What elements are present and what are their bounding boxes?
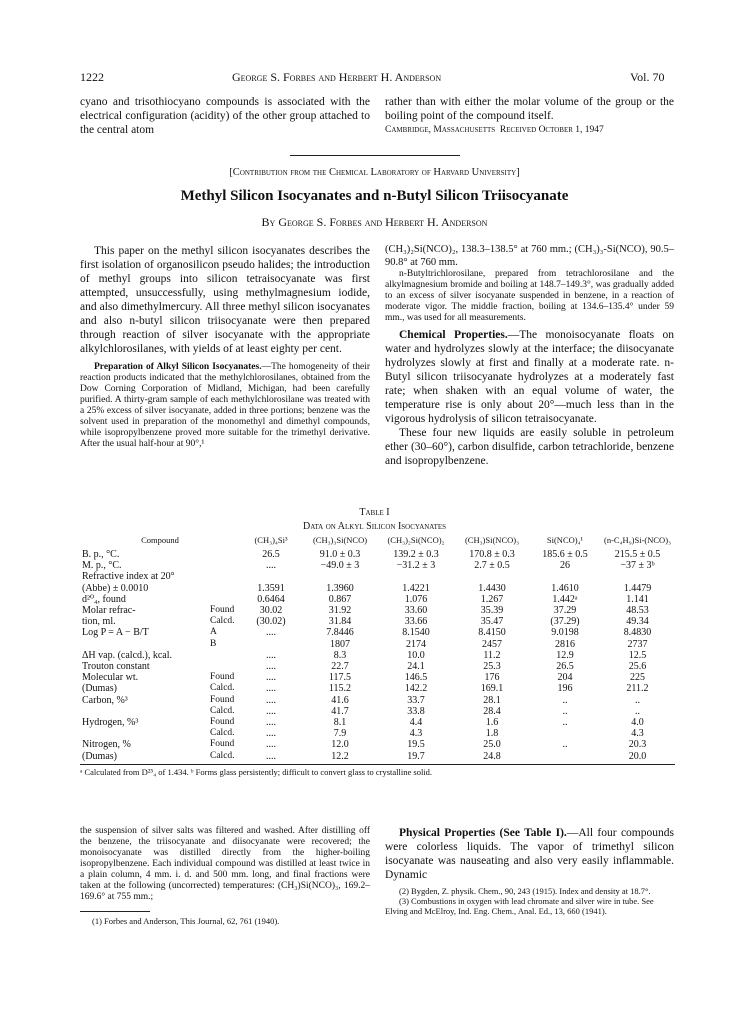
table-cell: 2457 — [482, 638, 502, 650]
table-cell: 169.1 — [480, 683, 504, 695]
row-label: d²⁰₄, found — [82, 593, 126, 605]
table-cell: .... — [266, 672, 276, 684]
running-authors: George S. Forbes and Herbert H. Anderson — [232, 70, 442, 84]
row-label — [80, 706, 208, 717]
row-sublabel: Found — [210, 717, 235, 728]
table-cell: 115.2 — [328, 683, 352, 695]
row-label: Carbon, %³ — [82, 694, 128, 706]
table-cell: 11.2 — [483, 649, 501, 661]
row-label: tion, ml. — [82, 616, 116, 628]
table-cell: 1.3591 — [257, 582, 285, 594]
table-cell: 26 — [560, 560, 570, 572]
row-label: Molar refrac- — [82, 605, 136, 617]
table-cell: 139.2 ± 0.3 — [393, 549, 439, 560]
row-label: Refractive index at 20° — [82, 571, 175, 583]
row-sublabel — [208, 583, 240, 594]
table-cell: .... — [266, 683, 276, 695]
table-cell: 12.2 — [331, 750, 349, 762]
table-body — [80, 549, 675, 762]
table-cell: 48.53 — [626, 605, 649, 617]
row-sublabel — [208, 571, 240, 582]
right-column — [385, 244, 674, 468]
table-row — [80, 695, 675, 706]
boiling-points-line: (CH₃)₂Si(NCO)₂, 138.3–138.5° at 760 mm.; (CH₃)₃-Si(NCO), 90.5–90.8° at 760 mm. — [385, 244, 674, 268]
page-number: 1222 — [80, 70, 104, 84]
table-row — [80, 661, 675, 672]
table-cell: −37 ± 3ᵇ — [620, 560, 655, 572]
table-cell: .... — [266, 694, 276, 706]
table-cell: .. — [562, 739, 568, 751]
table-cell: (37.29) — [550, 616, 580, 628]
data-table — [80, 533, 675, 777]
table-row — [80, 594, 675, 605]
top-right-text: rather than with either the molar volume of the group or the boiling point of the compound itself. — [385, 96, 674, 122]
table-cell: 142.2 — [404, 683, 428, 695]
table-cell — [240, 571, 302, 582]
table-cell: .... — [266, 728, 276, 740]
row-label: ΔH vap. (calcd.), kcal. — [82, 649, 172, 661]
chem-text: —The monoisocyanate floats on water and hydrolyzes slowly at the interface; the diisocyanate hydrolyzes slowly at first and finally at a moderate rate. n-Butyl silicon triisocyanate hydrolyzes at a moderately fast rate; when shaken with an equal volume of water, the temperature rise is only about 20°—much less than in the vigorous hydrolysis of silicon tetraisocyanate. — [385, 329, 674, 425]
table-row — [80, 717, 675, 728]
row-sublabel — [208, 650, 240, 661]
row-sublabel: Found — [210, 605, 235, 616]
table-row — [80, 605, 675, 616]
table-cell: 33.60 — [404, 605, 428, 617]
left-column — [80, 244, 370, 450]
table-header: (CH₃)₂Si(NCO)₂ — [387, 535, 445, 546]
table-cell: 1.6 — [485, 717, 499, 729]
article-title: Methyl Silicon Isocyanates and n-Butyl Silicon Triisocyanate — [180, 188, 569, 204]
table-row — [80, 639, 675, 650]
table-row — [80, 560, 675, 571]
row-sublabel — [208, 549, 240, 560]
table-cell: 4.3 — [409, 728, 423, 740]
table-caption: Data on Alkyl Silicon Isocyanates — [302, 521, 447, 532]
received-date: Received October 1, 1947 — [499, 125, 604, 135]
table-cell: 33.8 — [407, 705, 425, 717]
table-row — [80, 683, 675, 694]
table-cell — [378, 571, 454, 582]
row-sublabel: B — [210, 638, 217, 649]
table-cell: 20.0 — [628, 750, 647, 762]
row-label: (Dumas) — [82, 683, 117, 695]
row-label: (Abbe) ± 0.0010 — [82, 582, 149, 594]
table-row — [80, 650, 675, 661]
table-header: Compound — [141, 535, 179, 546]
table-cell: 2737 — [627, 638, 648, 650]
table-cell: .. — [635, 694, 640, 706]
table-cell: 1.4610 — [551, 582, 579, 594]
bottom-left-column — [80, 826, 370, 926]
table-cell: 146.5 — [404, 672, 428, 684]
prep-heading: Preparation of Alkyl Silicon Isocyanates. — [94, 362, 262, 372]
row-sublabel: Calcd. — [210, 705, 235, 716]
table-cell: 30.02 — [259, 605, 283, 617]
table-cell: 12.9 — [556, 649, 574, 661]
volume-label: Vol. 70 — [630, 70, 665, 84]
row-sublabel: Found — [210, 672, 235, 683]
soluble-paragraph: These four new liquids are easily soluble in petroleum ether (30–60°), carbon disulfide, carbon tetrachloride, benzene and isopropylbenzene. — [385, 427, 674, 467]
byline: By George S. Forbes and Herbert H. Anderson — [261, 215, 488, 229]
table-cell: .... — [266, 649, 276, 661]
table-cell: 41.6 — [331, 694, 349, 706]
table-cell: 2174 — [406, 638, 426, 650]
table-cell — [302, 571, 378, 582]
table-cell: 24.8 — [483, 750, 501, 762]
table-cell: 22.7 — [331, 661, 349, 673]
footnote-1: (1) Forbes and Anderson, This Journal, 62, 761 (1940). — [92, 916, 280, 926]
table-cell: 24.1 — [407, 661, 425, 673]
table-cell: 1.267 — [480, 593, 504, 605]
received-place: Cambridge, Massachusetts — [385, 125, 496, 135]
table-cell: 35.39 — [480, 605, 504, 617]
table-cell: 1.141 — [626, 593, 649, 605]
table-header: (CH₃)₃Si(NCO) — [312, 535, 368, 546]
table-cell: 0.6464 — [257, 593, 285, 605]
table-cell: −49.0 ± 3 — [320, 560, 360, 572]
table-row — [80, 728, 675, 739]
phys-heading: Physical Properties (See Table I). — [399, 827, 567, 839]
table-cell: 8.4150 — [478, 627, 506, 639]
row-label: M. p., °C. — [82, 560, 122, 572]
row-sublabel: Calcd. — [210, 750, 235, 761]
table-cell — [530, 571, 600, 582]
table-cell: 2.7 ± 0.5 — [474, 560, 510, 572]
table-cell: .... — [266, 627, 276, 639]
table-header: (CH₃)₄Si³ — [254, 535, 288, 546]
table-cell: −31.2 ± 3 — [396, 560, 436, 572]
table-cell: .... — [266, 560, 276, 572]
table-row — [80, 672, 675, 683]
table-cell: 185.6 ± 0.5 — [542, 549, 588, 560]
table-cell: 215.5 ± 0.5 — [614, 549, 661, 560]
table-cell: 4.4 — [409, 717, 423, 729]
table-cell: 1.076 — [404, 593, 428, 605]
table-header: Si(NCO)₄¹ — [546, 535, 584, 546]
table-cell: 37.29 — [553, 605, 577, 617]
table-cell: 49.34 — [626, 616, 649, 628]
table-cell — [600, 571, 675, 582]
table-cell: 117.5 — [328, 672, 352, 684]
table-cell: 26.5 — [262, 549, 280, 560]
table-cell: 1807 — [330, 638, 350, 650]
table-cell: 10.0 — [407, 649, 425, 661]
table-cell: 33.7 — [407, 694, 425, 706]
table-row — [80, 751, 675, 762]
table-cell: 7.9 — [333, 728, 347, 740]
intro-paragraph: This paper on the methyl silicon isocyanates describes the first isolation of organosilicon pseudo halides; the introduction of methyl groups into silicon tetraisocyanate was first attempted, unsuccessfully, using methylmagnesium iodide, and also dimethylmercury. All three methyl silicon isocyanates and also n-butyl silicon triisocyanate were then prepared through reaction of silver isocyanate with the appropriate alkylchlorosilanes, with yields of at least eighty per cent. — [80, 245, 370, 355]
table-row — [80, 706, 675, 717]
table-number: Table I — [359, 507, 390, 518]
table-cell: 1.3960 — [326, 582, 354, 594]
table-cell: 9.0198 — [551, 627, 579, 639]
table-cell: 196 — [557, 683, 573, 695]
phys-text: —All four compounds were colorless liquids. The vapor of trimethyl silicon isocyanate was nauseating and also very easily inflammable. Dynamic — [385, 827, 674, 881]
contribution-line: [Contribution from the Chemical Laboratory of Harvard University] — [229, 167, 520, 178]
section-divider — [290, 155, 460, 156]
table-cell: 8.1 — [333, 717, 347, 729]
row-sublabel: A — [210, 627, 217, 638]
table-cell: 19.7 — [407, 750, 425, 762]
row-label: B. p., °C. — [82, 549, 120, 560]
table-row — [80, 549, 675, 560]
table-cell — [530, 751, 600, 762]
table-cell: 2816 — [555, 638, 575, 650]
row-label: Trouton constant — [82, 661, 150, 673]
row-sublabel: Calcd. — [210, 683, 235, 694]
row-label: Log P = A − B/T — [82, 627, 149, 639]
table-cell: 31.92 — [328, 605, 352, 617]
table-cell: 211.2 — [626, 683, 649, 695]
row-label: (Dumas) — [82, 750, 117, 762]
row-sublabel: Calcd. — [210, 728, 235, 739]
table-cell: 25.0 — [483, 739, 501, 751]
table-cell: 12.5 — [628, 649, 647, 661]
table-cell: 225 — [630, 672, 645, 684]
table-cell: 20.3 — [628, 739, 647, 751]
table-cell: 7.8446 — [326, 627, 354, 639]
table-cell: 25.3 — [483, 661, 501, 673]
row-label — [80, 728, 208, 739]
table-cell: 31.84 — [328, 616, 352, 628]
row-label: Hydrogen, %³ — [82, 717, 139, 729]
row-label: Nitrogen, % — [82, 739, 131, 751]
row-sublabel — [208, 594, 240, 605]
table-cell: 1.4479 — [623, 582, 652, 594]
table-row — [80, 739, 675, 750]
footnote-2: (2) Bygden, Z. physik. Chem., 90, 243 (1915). Index and density at 18.7°. — [399, 886, 651, 896]
table-cell: 91.0 ± 0.3 — [319, 549, 361, 560]
table-row — [80, 583, 675, 594]
table-cell: 19.5 — [407, 739, 425, 751]
table-bottom-rule — [80, 764, 675, 765]
table-cell: .... — [266, 750, 276, 762]
table-cell: 28.1 — [483, 694, 501, 706]
bottom-left-text: the suspension of silver salts was filtered and washed. After distilling off the benzene, the triisocyanate and diisocyanate were recovered; the monoisocyanate was distilled directly from the higher-boiling isopropylbenzene. Each individual compound was distilled at least twice in a plain column, 4 mm. i. d. and 500 mm. long, and final fractions were taken at the following (uncorrected) temperatures: (CH₃)Si(NCO)₃, 169.2–169.6° at 755 mm.; — [80, 826, 370, 902]
table-cell: .. — [562, 694, 568, 706]
footnote-3: (3) Combustions in oxygen with lead chromate and silver wire in tube. See Elving and McElroy, Ind. Eng. Chem., Anal. Ed., 13, 660 (1941). — [385, 896, 654, 916]
table-cell: 41.7 — [331, 705, 349, 717]
row-label: Molecular wt. — [82, 672, 139, 684]
table-cell: .... — [266, 717, 276, 729]
table-cell: .... — [266, 739, 276, 751]
table-header: (n-C₄H₉)Si-(NCO)₃ — [604, 535, 671, 546]
row-sublabel: Calcd. — [210, 616, 235, 627]
table-cell: 28.4 — [483, 705, 501, 717]
bottom-right-column — [385, 826, 674, 916]
table-cell: 170.8 ± 0.3 — [469, 549, 515, 560]
row-sublabel: Found — [210, 739, 235, 750]
row-sublabel — [208, 661, 240, 672]
table-cell — [454, 571, 530, 582]
table-row — [80, 571, 675, 582]
table-cell: 26.5 — [556, 661, 574, 673]
table-cell: .... — [266, 705, 276, 717]
table-cell: 8.1540 — [402, 627, 430, 639]
chem-heading: Chemical Properties. — [399, 329, 508, 341]
table-cell: .. — [562, 717, 568, 729]
row-sublabel: Found — [210, 694, 235, 705]
table-cell: 8.3 — [333, 649, 347, 661]
table-footnote: ᵃ Calculated from D²⁵₄ of 1.434. ᵇ Forms glass persistently; difficult to convert glass to crystalline solid. — [80, 766, 433, 777]
top-right-block — [385, 95, 674, 137]
row-label — [80, 639, 208, 650]
table-cell: 8.4830 — [623, 627, 652, 639]
table-cell: 204 — [557, 672, 573, 684]
table-cell — [530, 728, 600, 739]
table-row — [80, 627, 675, 638]
table-cell: (30.02) — [256, 616, 286, 628]
table-header: (CH₃)Si(NCO)₃ — [464, 535, 520, 546]
table-cell — [240, 639, 302, 650]
prep-text: —The homogeneity of their reaction products indicated that the methylchlorosilanes, obtained from the Dow Corning Corporation of Midland, Michigan, had been carefully purified. A thirty-gram sample of each methylchlorosilane was treated with a 25% excess of silver isocyanate, added in three portions; benzene was the solvent used in preparation of the monomethyl and dimethyl compounds, while isopropylbenzene proved more suitable for the trimethyl derivative. After the usual half-hour at 90°,¹ — [80, 362, 370, 449]
table-cell: 1.8 — [485, 728, 499, 740]
butyl-paragraph: n-Butyltrichlorosilane, prepared from tetrachlorosilane and the alkylmagnesium bromide and boiling at 148.7–149.3°, was gradually added to an excess of silver isocyanate suspended in benzene, in a reaction of moderate vigor. The middle fraction, boiling at 134.6–135.4° under 59 mm., was used for all measurements. — [385, 269, 674, 323]
table-cell: 33.66 — [404, 616, 428, 628]
table-cell: 35.47 — [480, 616, 504, 628]
top-left-text: cyano and trisothiocyano compounds is associated with the electrical configuration (acidity) of the other group attached to the central atom — [80, 96, 370, 136]
table-cell: 1.4221 — [402, 582, 430, 594]
table-cell: 12.0 — [331, 739, 349, 751]
table-cell: .. — [562, 705, 568, 717]
table-cell: 4.0 — [631, 717, 644, 729]
row-sublabel — [208, 560, 240, 571]
table-cell: .... — [266, 661, 276, 673]
table-cell: 176 — [484, 672, 500, 684]
table-cell: 25.6 — [628, 661, 647, 673]
table-cell: .. — [635, 705, 640, 717]
table-cell: 0.867 — [328, 593, 352, 605]
table-row — [80, 616, 675, 627]
footnote-rule — [80, 911, 150, 912]
table-cell: 1.442ᵃ — [552, 593, 578, 605]
table-cell: 1.4430 — [478, 582, 506, 594]
table-cell: 4.3 — [631, 728, 644, 740]
